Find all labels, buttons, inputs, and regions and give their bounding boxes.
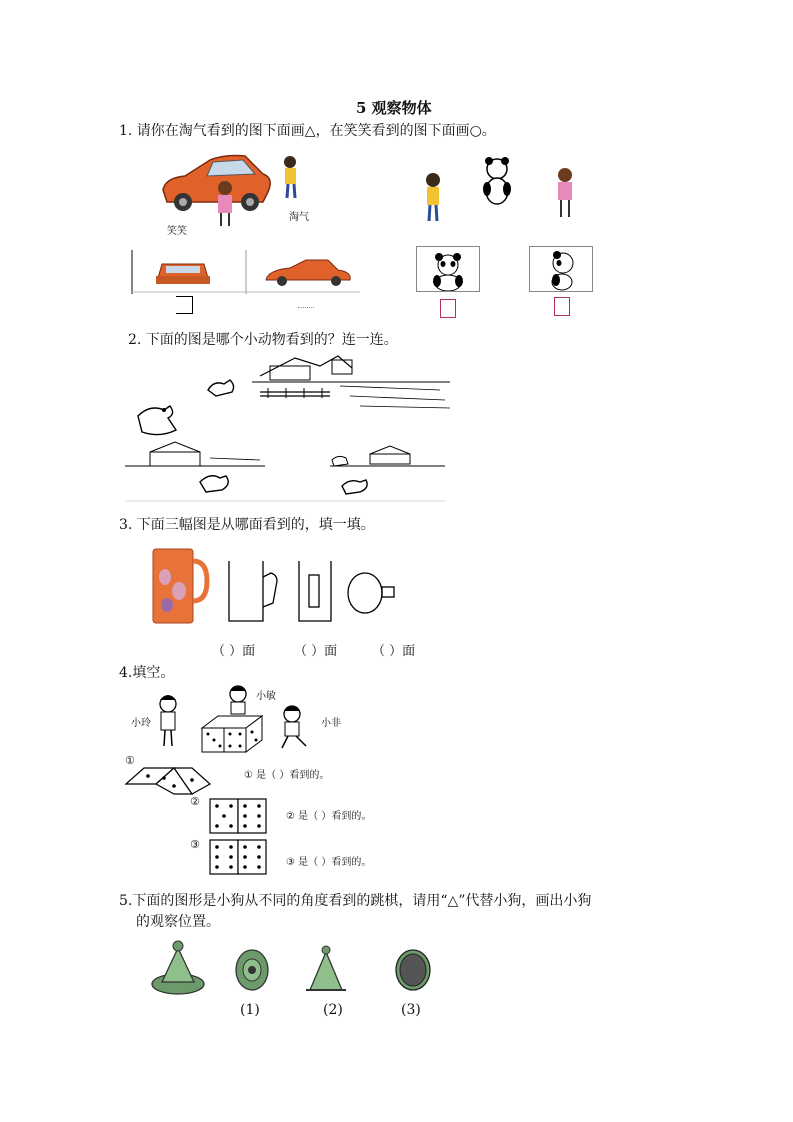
panda-side-view: [529, 246, 593, 292]
view-2-sentence[interactable]: ② 是（ ）看到的。: [286, 811, 372, 822]
piece-label-3: (3): [401, 1002, 421, 1018]
label-xiaomin: 小敏: [256, 691, 276, 702]
cup-blank-2[interactable]: （ ）面: [294, 644, 338, 659]
label-xiaofei: 小非: [321, 718, 341, 729]
view-1-sentence[interactable]: ① 是（ ）看到的。: [244, 770, 330, 781]
answer-box-3[interactable]: [440, 299, 456, 318]
cup-blank-1[interactable]: （ ）面: [212, 644, 256, 659]
view-3-sentence[interactable]: ③ 是（ ）看到的。: [286, 857, 372, 868]
answer-box-4[interactable]: [554, 297, 570, 316]
cup-blank-3[interactable]: （ ）面: [372, 644, 416, 659]
dice-view-3: [208, 838, 268, 876]
view-2-marker: ②: [190, 795, 200, 808]
dice-view-1: [122, 756, 222, 796]
farm-animals-illustration: [120, 346, 455, 503]
piece-label-2: (2): [323, 1002, 343, 1018]
question-3-text: 3. 下面三幅图是从哪面看到的，填一填。: [119, 517, 375, 533]
car-views-strip: [130, 248, 362, 296]
question-5-text-line1: 5.下面的图形是小狗从不同的角度看到的跳棋，请用“△”代替小狗，画出小狗: [119, 893, 592, 909]
question-4-text: 4.填空。: [119, 665, 175, 681]
panda-scene-illustration: [415, 155, 585, 235]
label-xiaoling: 小玲: [131, 718, 151, 729]
question-2-text: 2. 下面的图是哪个小动物看到的？连一连。: [128, 332, 398, 348]
view-3-marker: ③: [190, 838, 200, 851]
question-5-text-line2: 的观察位置。: [136, 914, 220, 930]
answer-box-2[interactable]: [298, 307, 314, 308]
cup-illustration: [145, 547, 405, 627]
panda-front-view: [416, 246, 480, 292]
children-dice-illustration: [150, 684, 340, 754]
question-1-text: 1. 请你在淘气看到的图下面画△，在笑笑看到的图下面画○。: [119, 123, 496, 139]
page-title: 5 观察物体: [356, 99, 432, 117]
label-xiaoxiao: 笑笑: [167, 226, 187, 237]
dice-view-2: [208, 797, 268, 835]
piece-label-1: (1): [240, 1002, 260, 1018]
chess-piece-views: [150, 938, 440, 1000]
view-1-marker: ①: [125, 754, 135, 767]
label-taoqi: 淘气: [289, 212, 309, 223]
answer-box-1[interactable]: [176, 296, 193, 314]
